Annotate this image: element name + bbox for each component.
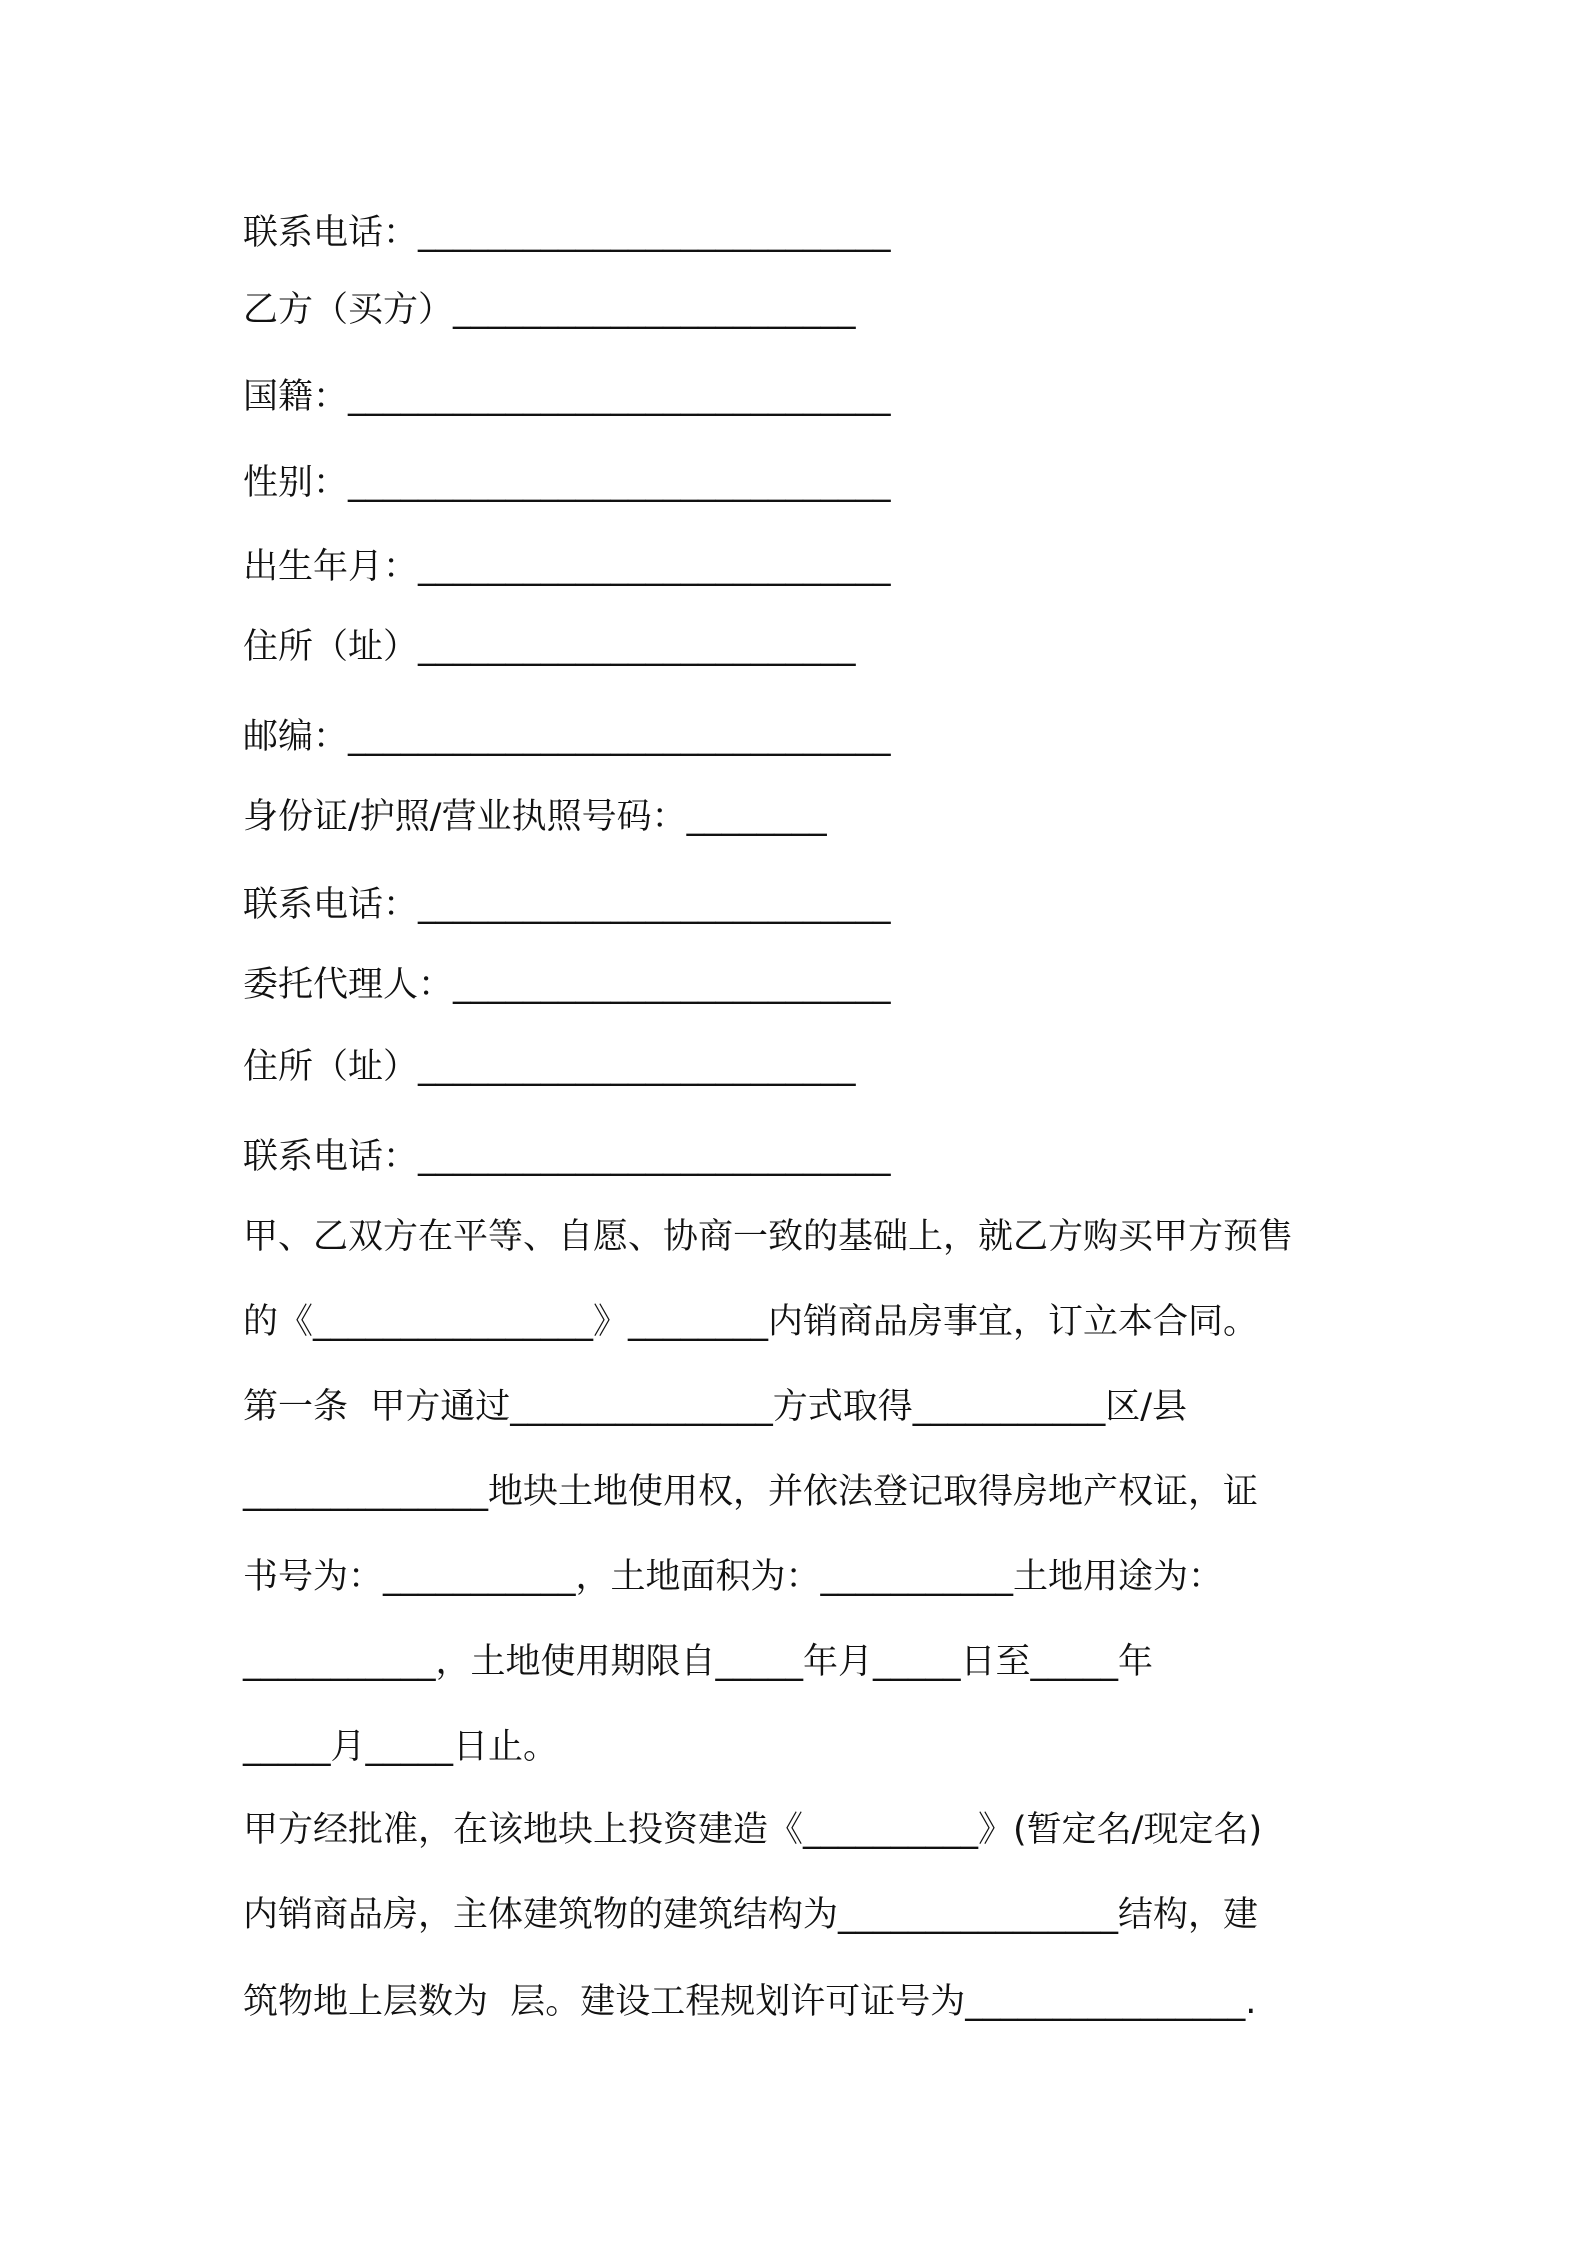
id-passport-license-number-field: 身份证/护照/营业执照号码：________ <box>243 797 827 837</box>
party-b-contact-phone-field: 联系电话：___________________________ <box>243 885 891 925</box>
agreement-intro-line-1: 甲、乙双方在平等、自愿、协商一致的基础上，就乙方购买甲方预售 <box>243 1217 1294 1257</box>
article-one-line-5: _____月_____日止。 <box>243 1727 559 1767</box>
postcode-field: 邮编：_______________________________ <box>243 717 891 757</box>
construction-paragraph-line-2: 内销商品房，主体建筑物的建筑结构为________________结构，建 <box>243 1895 1259 1935</box>
agreement-intro-line-2: 的《________________》________内销商品房事宜，订立本合同。 <box>243 1302 1259 1342</box>
agent-address-field: 住所（址）_________________________ <box>243 1047 856 1087</box>
gender-field: 性别：_______________________________ <box>243 463 891 503</box>
party-a-contact-phone-field: 联系电话：___________________________ <box>243 213 891 253</box>
construction-paragraph-line-3: 筑物地上层数为 层。建设工程规划许可证号为________________. <box>243 1982 1257 2022</box>
agent-contact-phone-field: 联系电话：___________________________ <box>243 1137 891 1177</box>
article-one-line-1: 第一条 甲方通过_______________方式取得___________区/县 <box>243 1387 1188 1427</box>
birth-date-field: 出生年月：___________________________ <box>243 547 891 587</box>
party-b-buyer-field: 乙方（买方）_______________________ <box>243 290 856 330</box>
article-one-line-2: ______________地块土地使用权，并依法登记取得房地产权证，证 <box>243 1472 1259 1512</box>
nationality-field: 国籍：_______________________________ <box>243 377 891 417</box>
party-b-address-field: 住所（址）_________________________ <box>243 627 856 667</box>
article-one-line-4: ___________，土地使用期限自_____年月_____日至_____年 <box>243 1642 1154 1682</box>
article-one-line-3: 书号为：___________，土地面积为：___________土地用途为： <box>243 1557 1224 1597</box>
construction-paragraph-line-1: 甲方经批准，在该地块上投资建造《__________》(暂定名/现定名) <box>243 1810 1263 1850</box>
authorized-agent-field: 委托代理人：_________________________ <box>243 965 891 1005</box>
